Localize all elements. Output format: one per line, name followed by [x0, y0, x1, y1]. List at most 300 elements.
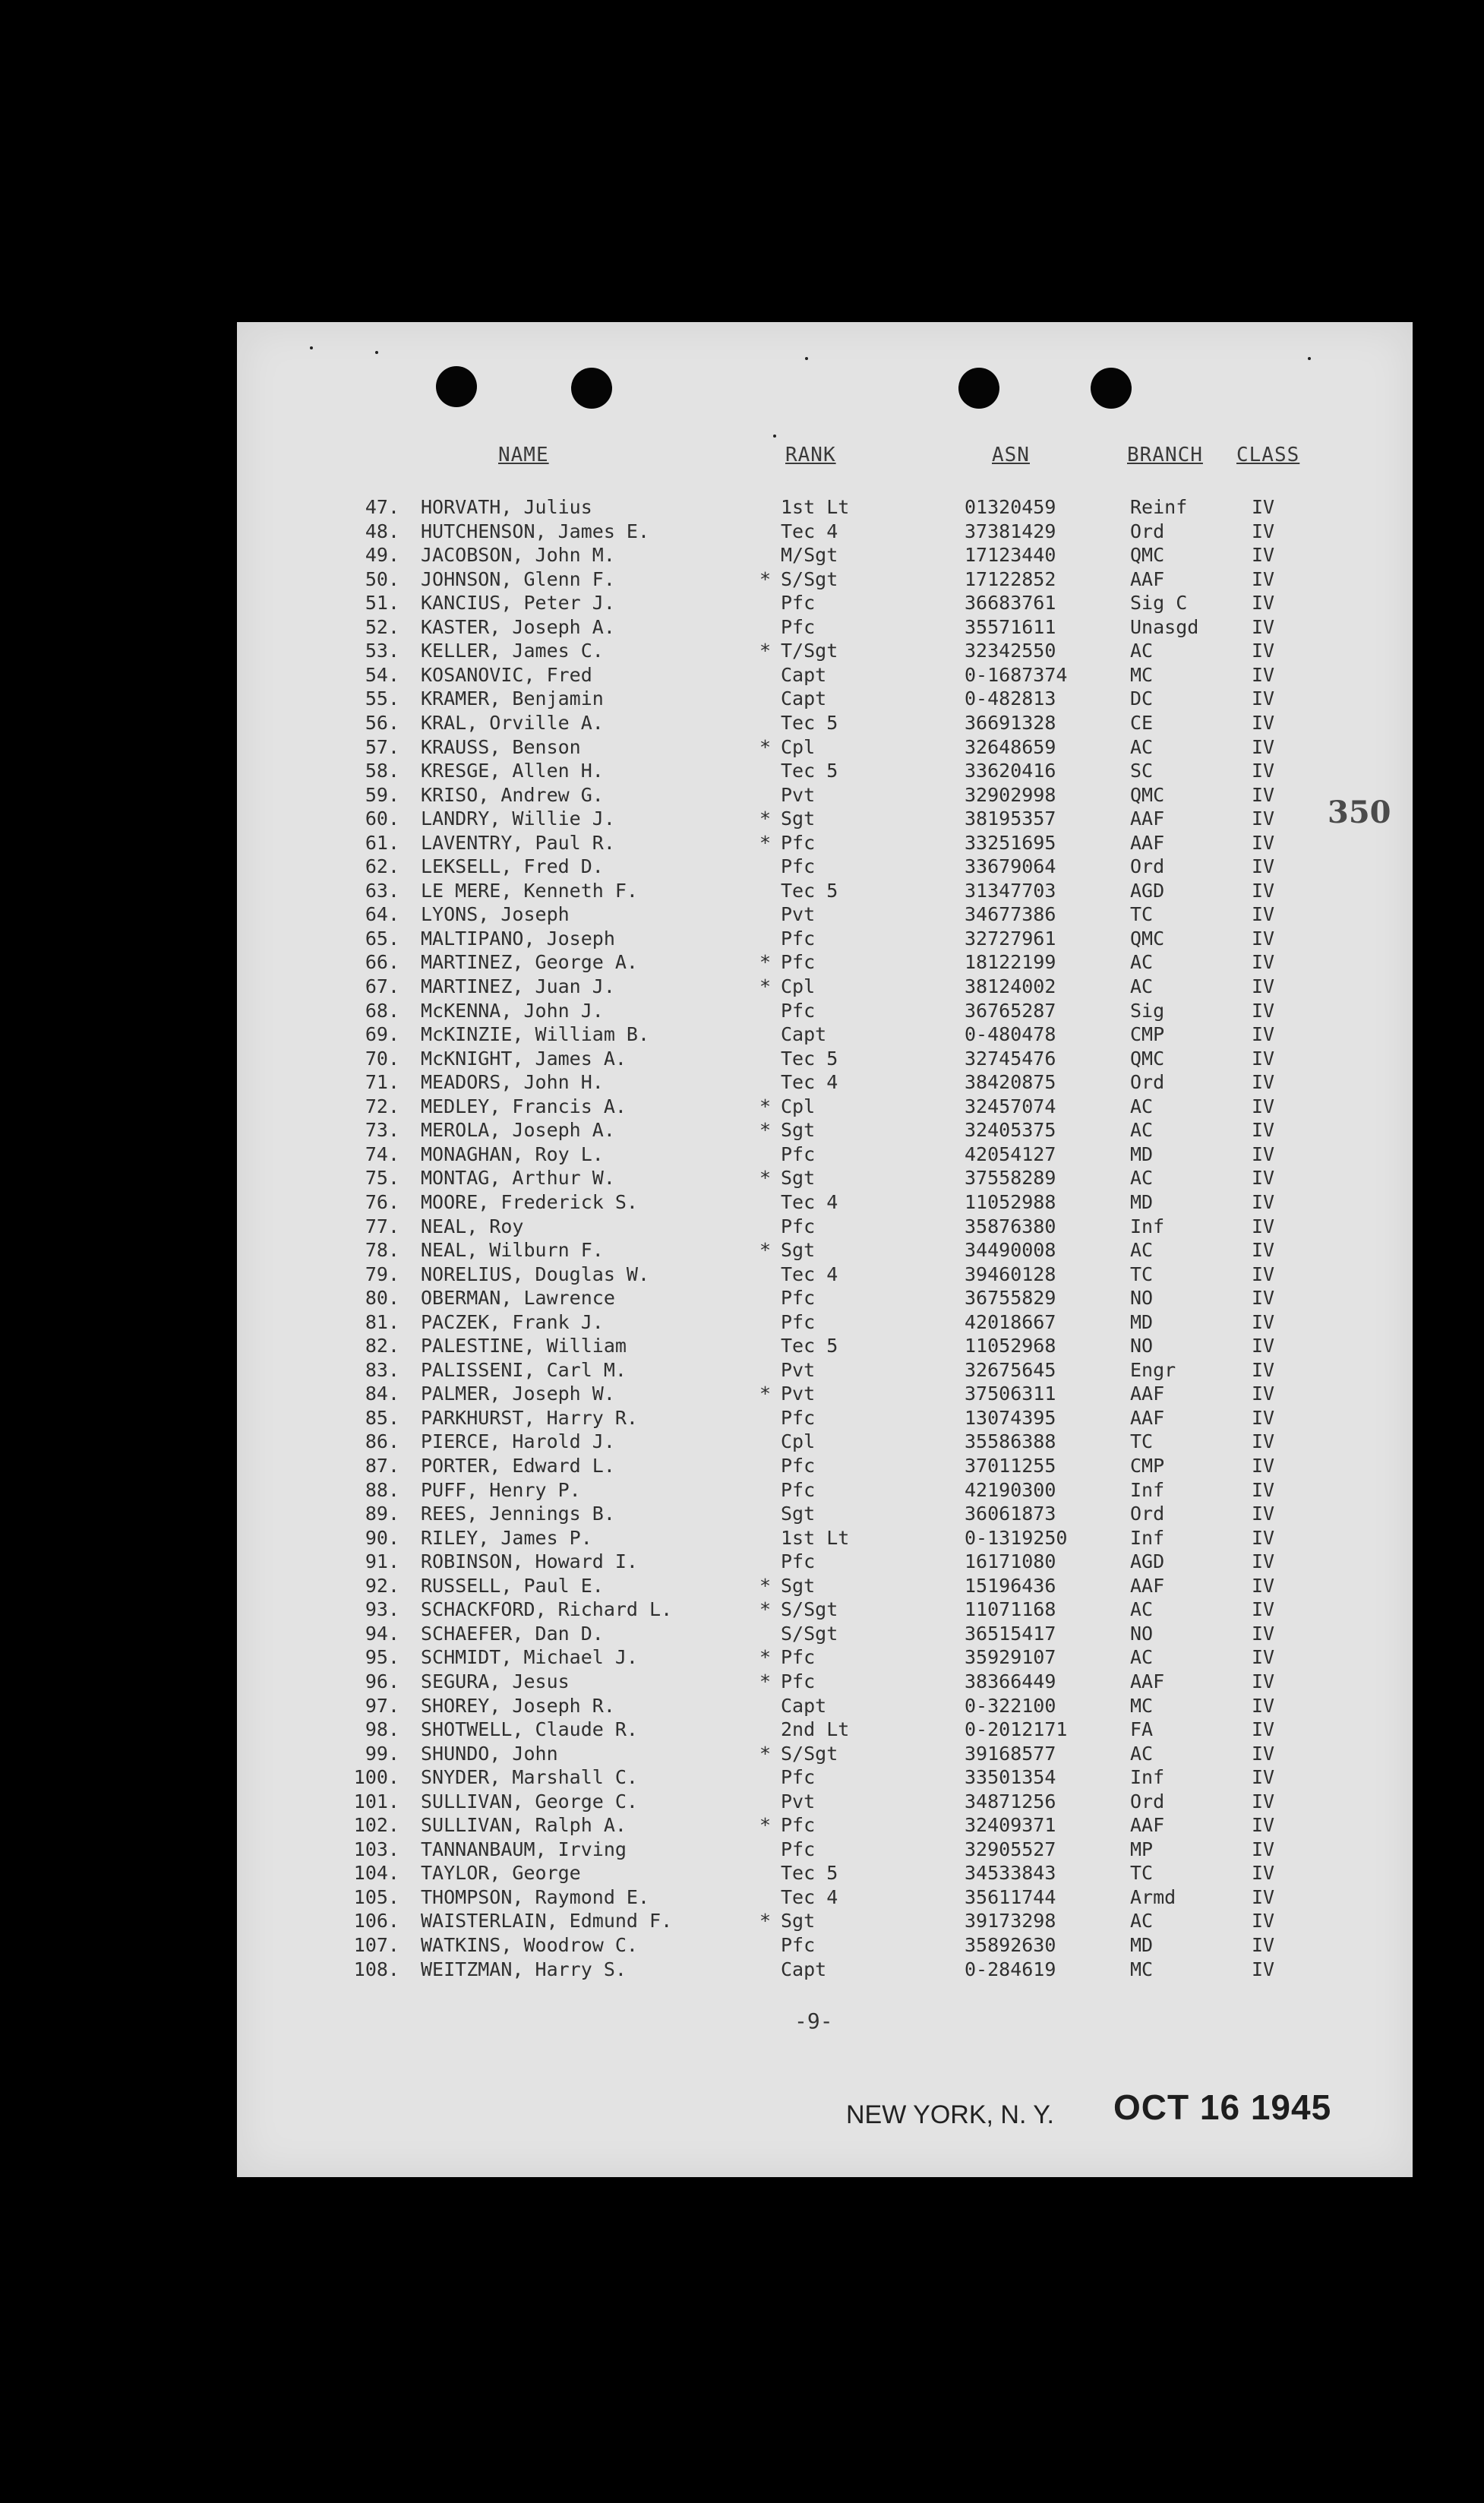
- row-branch: CMP: [1130, 1455, 1165, 1477]
- speck: [1308, 357, 1311, 360]
- row-class: IV: [1252, 1814, 1275, 1837]
- row-number: 94.: [365, 1622, 399, 1645]
- row-rank: Sgt: [781, 1574, 816, 1597]
- row-asterisk: *: [759, 807, 772, 830]
- row-class: IV: [1252, 520, 1275, 542]
- row-rank: Pvt: [781, 903, 816, 926]
- speck: [805, 357, 808, 360]
- row-number: 71.: [365, 1071, 399, 1094]
- row-branch: AC: [1130, 1598, 1154, 1621]
- row-asterisk: *: [759, 1814, 772, 1837]
- row-rank: Pfc: [781, 592, 816, 615]
- row-asn: 37011255: [965, 1455, 1056, 1477]
- row-number: 91.: [365, 1550, 399, 1573]
- table-row: [0, 1838, 1484, 1862]
- row-asn: 37506311: [965, 1383, 1056, 1405]
- row-asn: 35929107: [965, 1646, 1056, 1669]
- row-class: IV: [1252, 567, 1275, 590]
- row-asn: 0-2012171: [965, 1718, 1068, 1741]
- row-class: IV: [1252, 496, 1275, 518]
- row-rank: Pfc: [781, 1215, 816, 1237]
- table-row: [0, 1382, 1484, 1406]
- row-branch: AAF: [1130, 1814, 1165, 1837]
- row-asterisk: *: [759, 951, 772, 974]
- row-name: MOORE, Frederick S.: [421, 1190, 638, 1213]
- table-row: [0, 1790, 1484, 1814]
- row-class: IV: [1252, 1406, 1275, 1429]
- row-name: KOSANOVIC, Fred: [421, 663, 592, 686]
- row-rank: Cpl: [781, 735, 816, 758]
- row-rank: Tec 5: [781, 879, 838, 902]
- row-rank: S/Sgt: [781, 567, 838, 590]
- row-name: MEROLA, Joseph A.: [421, 1119, 615, 1142]
- row-branch: TC: [1130, 903, 1154, 926]
- table-row: [0, 879, 1484, 903]
- row-asn: 32342550: [965, 640, 1056, 662]
- row-class: IV: [1252, 544, 1275, 567]
- table-row: [0, 543, 1484, 567]
- row-class: IV: [1252, 999, 1275, 1022]
- row-class: IV: [1252, 1383, 1275, 1405]
- row-name: SULLIVAN, Ralph A.: [421, 1814, 627, 1837]
- row-asn: 32727961: [965, 927, 1056, 950]
- punch-hole: [571, 368, 612, 409]
- row-rank: T/Sgt: [781, 640, 838, 662]
- row-asn: 38420875: [965, 1071, 1056, 1094]
- row-branch: MC: [1130, 1958, 1154, 1980]
- row-branch: AGD: [1130, 879, 1165, 902]
- row-number: 66.: [365, 951, 399, 974]
- row-branch: AAF: [1130, 807, 1165, 830]
- row-rank: M/Sgt: [781, 544, 838, 567]
- column-header-rank: RANK: [785, 444, 836, 466]
- row-number: 55.: [365, 687, 399, 710]
- row-asn: 0-482813: [965, 687, 1056, 710]
- row-asn: 36755829: [965, 1287, 1056, 1310]
- row-branch: Ord: [1130, 1503, 1165, 1525]
- row-asn: 36061873: [965, 1503, 1056, 1525]
- row-asn: 33501354: [965, 1766, 1056, 1789]
- row-branch: MD: [1130, 1934, 1154, 1956]
- row-number: 86.: [365, 1430, 399, 1453]
- row-rank: Pvt: [781, 1358, 816, 1381]
- row-name: TANNANBAUM, Irving: [421, 1838, 627, 1860]
- row-class: IV: [1252, 1550, 1275, 1573]
- row-name: JOHNSON, Glenn F.: [421, 567, 615, 590]
- row-name: WATKINS, Woodrow C.: [421, 1934, 638, 1956]
- row-class: IV: [1252, 1574, 1275, 1597]
- row-name: NORELIUS, Douglas W.: [421, 1263, 650, 1285]
- row-branch: TC: [1130, 1263, 1154, 1285]
- row-branch: QMC: [1130, 927, 1165, 950]
- row-branch: NO: [1130, 1622, 1154, 1645]
- row-rank: Sgt: [781, 1167, 816, 1190]
- row-rank: Pfc: [781, 1310, 816, 1333]
- table-row: [0, 759, 1484, 783]
- row-asn: 34533843: [965, 1862, 1056, 1885]
- table-row: [0, 1118, 1484, 1142]
- row-asterisk: *: [759, 1910, 772, 1933]
- row-asn: 35611744: [965, 1885, 1056, 1908]
- table-row: [0, 1933, 1484, 1958]
- row-name: OBERMAN, Lawrence: [421, 1287, 615, 1310]
- row-class: IV: [1252, 783, 1275, 806]
- row-asterisk: *: [759, 1598, 772, 1621]
- table-row: [0, 1909, 1484, 1933]
- row-class: IV: [1252, 927, 1275, 950]
- row-class: IV: [1252, 1766, 1275, 1789]
- row-asn: 35571611: [965, 615, 1056, 638]
- row-asn: 33620416: [965, 760, 1056, 782]
- row-name: MEDLEY, Francis A.: [421, 1095, 627, 1117]
- row-rank: S/Sgt: [781, 1622, 838, 1645]
- row-name: LEKSELL, Fred D.: [421, 855, 604, 878]
- row-rank: Capt: [781, 663, 827, 686]
- row-branch: AC: [1130, 975, 1154, 997]
- row-number: 106.: [353, 1910, 399, 1933]
- row-rank: Sgt: [781, 1910, 816, 1933]
- row-class: IV: [1252, 903, 1275, 926]
- row-rank: Tec 5: [781, 1335, 838, 1357]
- row-asn: 32457074: [965, 1095, 1056, 1117]
- row-number: 108.: [353, 1958, 399, 1980]
- row-rank: Pfc: [781, 1142, 816, 1165]
- row-class: IV: [1252, 1190, 1275, 1213]
- row-number: 49.: [365, 544, 399, 567]
- row-branch: AAF: [1130, 1670, 1165, 1692]
- row-number: 61.: [365, 831, 399, 854]
- row-class: IV: [1252, 831, 1275, 854]
- row-branch: QMC: [1130, 544, 1165, 567]
- table-row: [0, 711, 1484, 735]
- row-rank: 1st Lt: [781, 1526, 850, 1549]
- row-asn: 15196436: [965, 1574, 1056, 1597]
- row-number: 78.: [365, 1239, 399, 1262]
- table-row: [0, 1861, 1484, 1885]
- row-class: IV: [1252, 1885, 1275, 1908]
- row-asn: 34490008: [965, 1239, 1056, 1262]
- table-row: [0, 783, 1484, 807]
- row-branch: Inf: [1130, 1215, 1165, 1237]
- row-class: IV: [1252, 1142, 1275, 1165]
- column-header-class: CLASS: [1236, 444, 1300, 466]
- speck: [375, 351, 378, 354]
- speck: [310, 346, 313, 349]
- row-number: 48.: [365, 520, 399, 542]
- table-row: [0, 615, 1484, 640]
- table-row: [0, 1334, 1484, 1358]
- row-asterisk: *: [759, 735, 772, 758]
- row-asn: 32648659: [965, 735, 1056, 758]
- row-name: SHUNDO, John: [421, 1742, 558, 1765]
- row-class: IV: [1252, 879, 1275, 902]
- row-rank: Pvt: [781, 783, 816, 806]
- row-class: IV: [1252, 1287, 1275, 1310]
- row-asterisk: *: [759, 1095, 772, 1117]
- row-asn: 32905527: [965, 1838, 1056, 1860]
- row-rank: Pfc: [781, 999, 816, 1022]
- row-branch: SC: [1130, 760, 1154, 782]
- row-name: NEAL, Wilburn F.: [421, 1239, 604, 1262]
- row-name: PALMER, Joseph W.: [421, 1383, 615, 1405]
- row-branch: AC: [1130, 1910, 1154, 1933]
- row-name: SHOREY, Joseph R.: [421, 1694, 615, 1717]
- row-asn: 38124002: [965, 975, 1056, 997]
- row-rank: Tec 4: [781, 520, 838, 542]
- row-number: 93.: [365, 1598, 399, 1621]
- row-class: IV: [1252, 1071, 1275, 1094]
- table-row: [0, 1454, 1484, 1478]
- row-number: 88.: [365, 1478, 399, 1501]
- row-rank: Tec 4: [781, 1190, 838, 1213]
- row-class: IV: [1252, 592, 1275, 615]
- row-rank: Sgt: [781, 1503, 816, 1525]
- row-class: IV: [1252, 615, 1275, 638]
- row-asn: 11052988: [965, 1190, 1056, 1213]
- row-name: NEAL, Roy: [421, 1215, 524, 1237]
- row-branch: AAF: [1130, 1383, 1165, 1405]
- row-class: IV: [1252, 1455, 1275, 1477]
- column-header-branch: BRANCH: [1127, 444, 1203, 466]
- row-rank: Pfc: [781, 1478, 816, 1501]
- row-asn: 34871256: [965, 1790, 1056, 1812]
- row-rank: 1st Lt: [781, 496, 850, 518]
- row-rank: Pvt: [781, 1790, 816, 1812]
- row-asn: 36765287: [965, 999, 1056, 1022]
- row-branch: AAF: [1130, 567, 1165, 590]
- row-branch: CMP: [1130, 1023, 1165, 1046]
- row-branch: Inf: [1130, 1526, 1165, 1549]
- page-number: -9-: [794, 2008, 833, 2034]
- row-branch: Unasgd: [1130, 615, 1199, 638]
- row-class: IV: [1252, 1934, 1275, 1956]
- row-asterisk: *: [759, 1239, 772, 1262]
- row-number: 63.: [365, 879, 399, 902]
- table-row: [0, 1958, 1484, 1982]
- table-row: [0, 1742, 1484, 1766]
- row-branch: QMC: [1130, 783, 1165, 806]
- row-name: PACZEK, Frank J.: [421, 1310, 604, 1333]
- row-asn: 42190300: [965, 1478, 1056, 1501]
- row-number: 73.: [365, 1119, 399, 1142]
- table-row: [0, 520, 1484, 544]
- row-number: 102.: [353, 1814, 399, 1837]
- row-asn: 33679064: [965, 855, 1056, 878]
- row-rank: Pfc: [781, 1455, 816, 1477]
- row-class: IV: [1252, 735, 1275, 758]
- row-name: McKENNA, John J.: [421, 999, 604, 1022]
- row-name: PUFF, Henry P.: [421, 1478, 581, 1501]
- row-class: IV: [1252, 1095, 1275, 1117]
- table-row: [0, 1022, 1484, 1047]
- row-asn: 35892630: [965, 1934, 1056, 1956]
- row-rank: Pfc: [781, 1670, 816, 1692]
- row-class: IV: [1252, 1742, 1275, 1765]
- row-number: 77.: [365, 1215, 399, 1237]
- row-branch: AAF: [1130, 1406, 1165, 1429]
- row-number: 84.: [365, 1383, 399, 1405]
- row-class: IV: [1252, 1598, 1275, 1621]
- row-number: 75.: [365, 1167, 399, 1190]
- row-rank: Pfc: [781, 855, 816, 878]
- row-asn: 33251695: [965, 831, 1056, 854]
- row-rank: Tec 4: [781, 1263, 838, 1285]
- table-row: [0, 1070, 1484, 1095]
- table-row: [0, 1238, 1484, 1263]
- row-rank: Pfc: [781, 1646, 816, 1669]
- row-number: 100.: [353, 1766, 399, 1789]
- row-asn: 0-1319250: [965, 1526, 1068, 1549]
- row-asn: 35586388: [965, 1430, 1056, 1453]
- table-row: [0, 1478, 1484, 1503]
- table-row: [0, 1574, 1484, 1598]
- row-number: 83.: [365, 1358, 399, 1381]
- row-rank: Pfc: [781, 831, 816, 854]
- row-number: 96.: [365, 1670, 399, 1692]
- row-number: 53.: [365, 640, 399, 662]
- row-rank: Tec 5: [781, 1047, 838, 1070]
- row-name: LANDRY, Willie J.: [421, 807, 615, 830]
- table-row: [0, 1502, 1484, 1526]
- row-name: KRAMER, Benjamin: [421, 687, 604, 710]
- row-branch: AAF: [1130, 831, 1165, 854]
- row-class: IV: [1252, 711, 1275, 734]
- table-row: [0, 1645, 1484, 1670]
- row-number: 95.: [365, 1646, 399, 1669]
- row-number: 80.: [365, 1287, 399, 1310]
- punch-hole: [958, 368, 999, 409]
- row-asn: 34677386: [965, 903, 1056, 926]
- row-branch: Inf: [1130, 1478, 1165, 1501]
- row-number: 70.: [365, 1047, 399, 1070]
- row-name: WAISTERLAIN, Edmund F.: [421, 1910, 673, 1933]
- row-asterisk: *: [759, 567, 772, 590]
- row-number: 97.: [365, 1694, 399, 1717]
- row-class: IV: [1252, 687, 1275, 710]
- row-asn: 39173298: [965, 1910, 1056, 1933]
- row-number: 104.: [353, 1862, 399, 1885]
- row-asterisk: *: [759, 1742, 772, 1765]
- row-branch: Ord: [1130, 1790, 1165, 1812]
- row-asn: 32902998: [965, 783, 1056, 806]
- stamp-place: NEW YORK, N. Y.: [846, 2100, 1054, 2129]
- row-asn: 11071168: [965, 1598, 1056, 1621]
- row-branch: MC: [1130, 663, 1154, 686]
- table-row: [0, 1622, 1484, 1646]
- table-row: [0, 1670, 1484, 1694]
- row-branch: MD: [1130, 1190, 1154, 1213]
- row-rank: Pfc: [781, 1406, 816, 1429]
- row-class: IV: [1252, 1838, 1275, 1860]
- table-row: [0, 591, 1484, 615]
- row-class: IV: [1252, 1646, 1275, 1669]
- row-class: IV: [1252, 1119, 1275, 1142]
- row-branch: Ord: [1130, 520, 1165, 542]
- row-number: 67.: [365, 975, 399, 997]
- row-branch: AC: [1130, 1742, 1154, 1765]
- row-asn: 0-480478: [965, 1023, 1056, 1046]
- row-asn: 37381429: [965, 520, 1056, 542]
- row-asn: 18122199: [965, 951, 1056, 974]
- row-name: KANCIUS, Peter J.: [421, 592, 615, 615]
- row-name: LYONS, Joseph: [421, 903, 570, 926]
- table-row: [0, 495, 1484, 520]
- row-name: MARTINEZ, George A.: [421, 951, 638, 974]
- row-asn: 36683761: [965, 592, 1056, 615]
- table-row: [0, 1142, 1484, 1167]
- row-class: IV: [1252, 1358, 1275, 1381]
- row-rank: Capt: [781, 1023, 827, 1046]
- row-asn: 35876380: [965, 1215, 1056, 1237]
- row-rank: Pfc: [781, 1934, 816, 1956]
- row-asn: 16171080: [965, 1550, 1056, 1573]
- row-number: 69.: [365, 1023, 399, 1046]
- row-class: IV: [1252, 975, 1275, 997]
- row-branch: AGD: [1130, 1550, 1165, 1573]
- row-number: 76.: [365, 1190, 399, 1213]
- table-row: [0, 663, 1484, 687]
- table-row: [0, 1190, 1484, 1215]
- row-rank: Sgt: [781, 1119, 816, 1142]
- row-rank: S/Sgt: [781, 1598, 838, 1621]
- row-asterisk: *: [759, 1574, 772, 1597]
- row-rank: Sgt: [781, 1239, 816, 1262]
- row-branch: MD: [1130, 1142, 1154, 1165]
- table-row: [0, 1166, 1484, 1190]
- row-class: IV: [1252, 760, 1275, 782]
- row-name: TAYLOR, George: [421, 1862, 581, 1885]
- row-class: IV: [1252, 1478, 1275, 1501]
- row-asn: 36691328: [965, 711, 1056, 734]
- row-branch: Ord: [1130, 1071, 1165, 1094]
- row-rank: Pvt: [781, 1383, 816, 1405]
- row-rank: Tec 5: [781, 1862, 838, 1885]
- row-class: IV: [1252, 855, 1275, 878]
- row-branch: AC: [1130, 1239, 1154, 1262]
- row-branch: AC: [1130, 1095, 1154, 1117]
- row-asn: 32409371: [965, 1814, 1056, 1837]
- table-row: [0, 567, 1484, 592]
- row-name: PALISSENI, Carl M.: [421, 1358, 627, 1381]
- row-name: ROBINSON, Howard I.: [421, 1550, 638, 1573]
- table-row: [0, 735, 1484, 760]
- row-name: REES, Jennings B.: [421, 1503, 615, 1525]
- table-row: [0, 1095, 1484, 1119]
- row-name: JACOBSON, John M.: [421, 544, 615, 567]
- row-name: HORVATH, Julius: [421, 496, 592, 518]
- row-branch: NO: [1130, 1335, 1154, 1357]
- table-row: [0, 1550, 1484, 1574]
- table-row: [0, 999, 1484, 1023]
- row-name: MONAGHAN, Roy L.: [421, 1142, 604, 1165]
- row-asn: 42054127: [965, 1142, 1056, 1165]
- row-asn: 11052968: [965, 1335, 1056, 1357]
- row-asterisk: *: [759, 1167, 772, 1190]
- row-number: 59.: [365, 783, 399, 806]
- row-branch: AC: [1130, 640, 1154, 662]
- row-name: PIERCE, Harold J.: [421, 1430, 615, 1453]
- row-number: 58.: [365, 760, 399, 782]
- row-branch: AC: [1130, 1167, 1154, 1190]
- row-branch: AC: [1130, 735, 1154, 758]
- row-branch: AC: [1130, 1119, 1154, 1142]
- row-name: LE MERE, Kenneth F.: [421, 879, 638, 902]
- row-number: 57.: [365, 735, 399, 758]
- row-name: SNYDER, Marshall C.: [421, 1766, 638, 1789]
- row-name: SEGURA, Jesus: [421, 1670, 570, 1692]
- row-rank: Tec 4: [781, 1885, 838, 1908]
- row-asterisk: *: [759, 1119, 772, 1142]
